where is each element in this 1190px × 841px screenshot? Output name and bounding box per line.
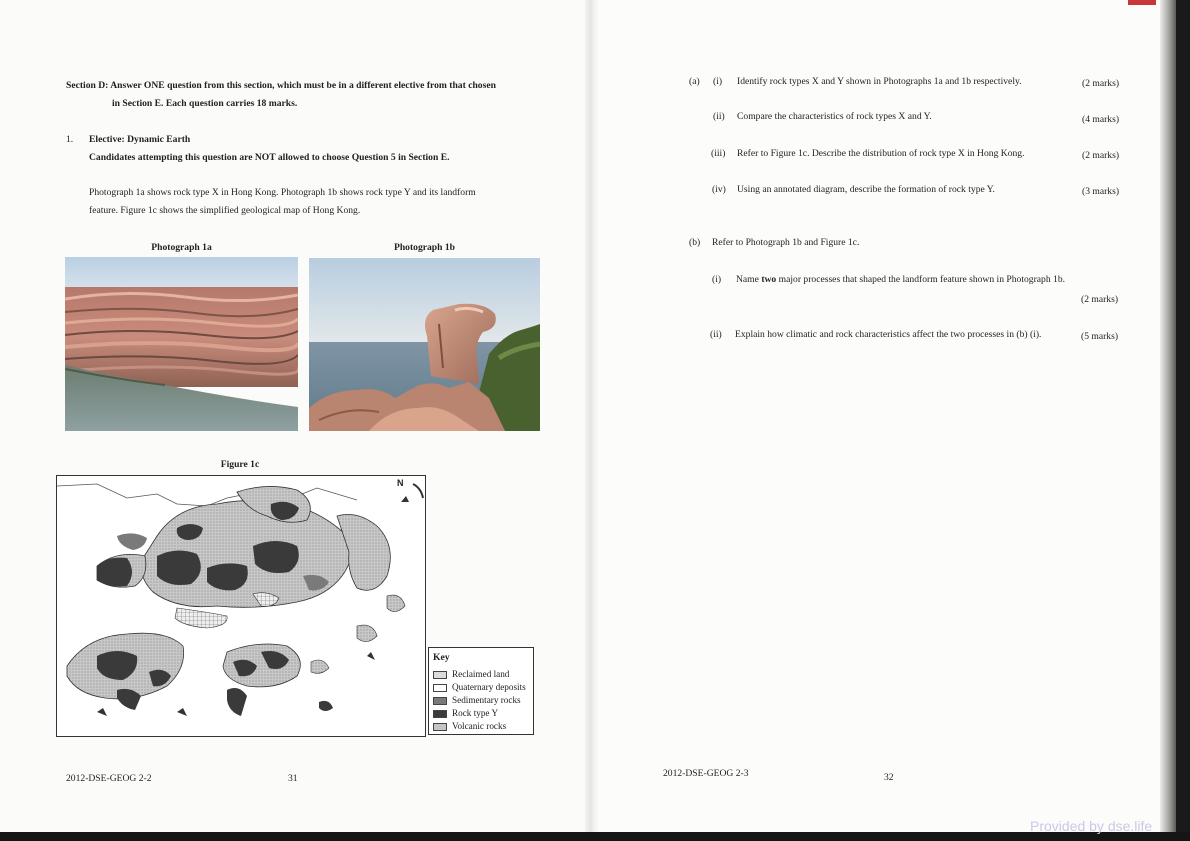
key-item-sedimentary: Sedimentary rocks <box>433 695 521 707</box>
right-page-number: 32 <box>884 772 894 783</box>
left-page-number: 31 <box>288 773 298 784</box>
b-i-number: (i) <box>712 274 722 285</box>
a-iv-number: (iv) <box>712 184 726 195</box>
b-ii-number: (ii) <box>710 329 722 340</box>
a-ii-number: (ii) <box>713 111 725 122</box>
key-item-reclaimed: Reclaimed land <box>433 669 509 681</box>
a-iii-number: (iii) <box>711 148 726 159</box>
right-footer-code: 2012-DSE-GEOG 2-3 <box>663 768 749 779</box>
watermark: Provided by dse.life <box>1030 818 1153 834</box>
b-intro: Refer to Photograph 1b and Figure 1c. <box>712 237 860 248</box>
map-key <box>428 647 534 735</box>
figure-1c-map <box>56 475 426 737</box>
b-ii-marks: (5 marks) <box>1081 331 1119 342</box>
key-item-rock-type-y: Rock type Y <box>433 708 498 720</box>
a-ii-marks: (4 marks) <box>1082 114 1120 125</box>
photograph-1a <box>65 257 298 431</box>
book-gutter <box>585 0 599 832</box>
a-iv-text: Using an annotated diagram, describe the formation of rock type Y. <box>737 184 995 195</box>
north-label: N <box>397 478 404 488</box>
a-iii-text: Refer to Figure 1c. Describe the distribution of rock type X in Hong Kong. <box>737 148 1025 159</box>
question-number: 1. <box>66 134 74 145</box>
key-item-volcanic: Volcanic rocks <box>433 721 506 733</box>
a-iii-marks: (2 marks) <box>1082 150 1120 161</box>
photograph-1b <box>309 258 540 431</box>
section-heading-cont: in Section E. Each question carries 18 marks. <box>112 98 298 109</box>
b-i-marks: (2 marks) <box>1081 294 1119 305</box>
left-footer-code: 2012-DSE-GEOG 2-2 <box>66 773 152 784</box>
intro-line-1: Photograph 1a shows rock type X in Hong Kong. Photograph 1b shows rock type Y and its landform <box>89 187 476 198</box>
restriction-note: Candidates attempting this question are NOT allowed to choose Question 5 in Section E. <box>89 152 450 163</box>
bottom-edge <box>0 832 1190 841</box>
section-heading: Section D: Answer ONE question from this section, which must be in a different elective from that chosen <box>66 80 496 91</box>
a-ii-text: Compare the characteristics of rock types X and Y. <box>737 111 932 122</box>
part-a-label: (a) <box>689 76 700 87</box>
photo-1a-caption: Photograph 1a <box>151 242 212 253</box>
key-item-quaternary: Quaternary deposits <box>433 682 526 694</box>
figure-1c-caption: Figure 1c <box>220 459 260 470</box>
intro-line-2: feature. Figure 1c shows the simplified geological map of Hong Kong. <box>89 205 361 216</box>
b-i-text: Name two major processes that shaped the landform feature shown in Photograph 1b. <box>736 274 1066 285</box>
key-title: Key <box>433 652 450 663</box>
red-tab <box>1128 0 1156 5</box>
page-edge-shadow <box>1160 0 1176 832</box>
part-b-label: (b) <box>689 237 701 248</box>
elective-title: Elective: Dynamic Earth <box>89 134 191 145</box>
a-i-number: (i) <box>713 76 723 87</box>
b-ii-text: Explain how climatic and rock characteristics affect the two processes in (b) (i). <box>735 329 1042 340</box>
a-iv-marks: (3 marks) <box>1082 186 1120 197</box>
a-i-marks: (2 marks) <box>1082 78 1120 89</box>
photo-1b-caption: Photograph 1b <box>393 242 456 253</box>
a-i-text: Identify rock types X and Y shown in Photographs 1a and 1b respectively. <box>737 76 1022 87</box>
